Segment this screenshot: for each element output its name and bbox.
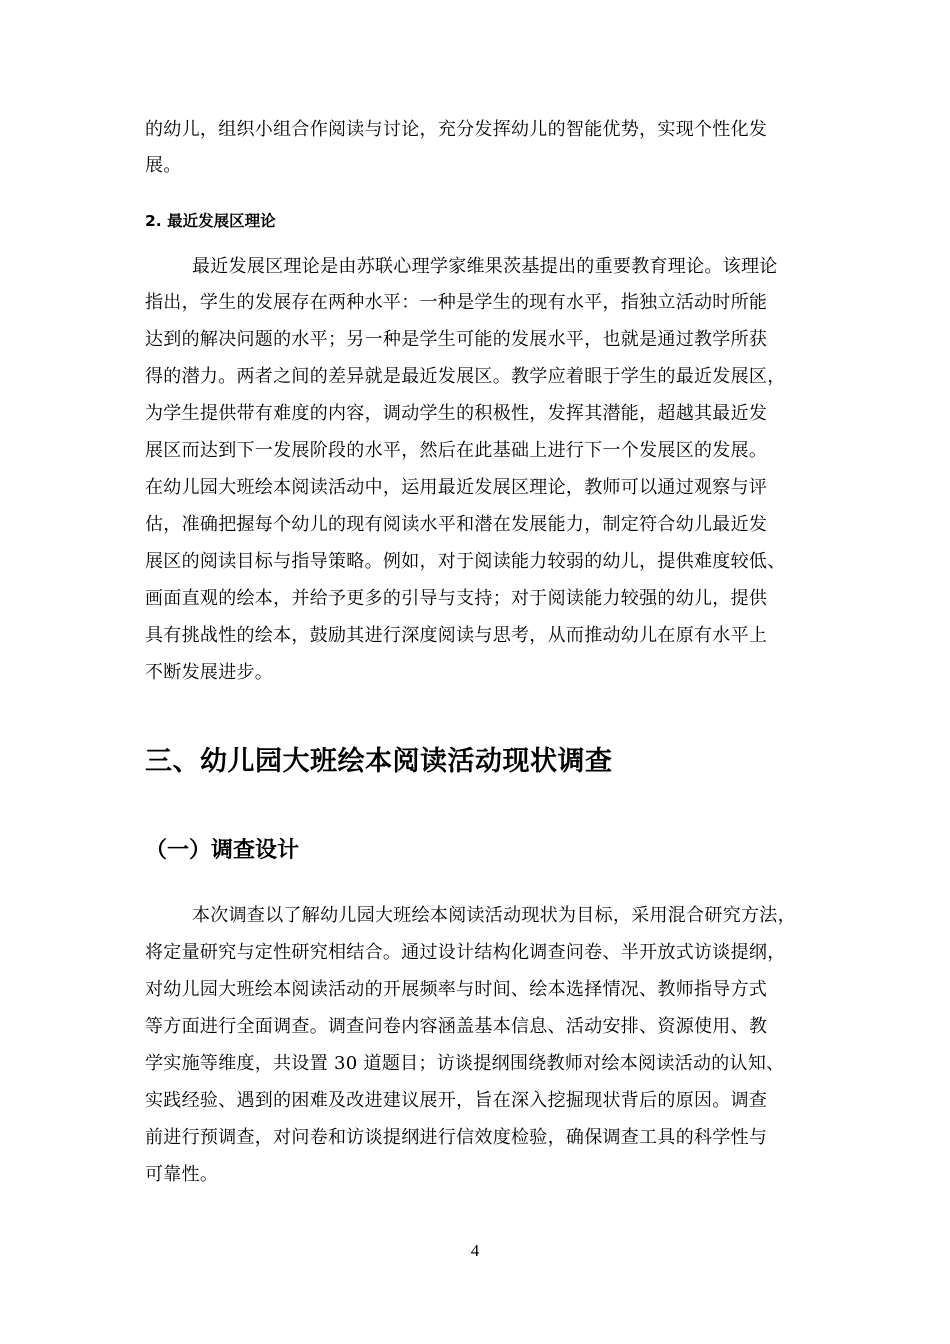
chapter-title: 三、幼儿园大班绘本阅读活动现状调查 bbox=[145, 746, 613, 777]
paragraph-line: 本次调查以了解幼儿园大班绘本阅读活动现状为目标，采用混合研究方法， bbox=[192, 905, 796, 926]
paragraph-line: 具有挑战性的绘本，鼓励其进行深度阅读与思考，从而推动幼儿在原有水平上 bbox=[145, 625, 768, 646]
paragraph-line: 实践经验、遇到的困难及改进建议展开，旨在深入挖掘现状背后的原因。调查 bbox=[145, 1090, 768, 1111]
paragraph-line: 不断发展进步。 bbox=[145, 662, 274, 683]
paragraph-line: 在幼儿园大班绘本阅读活动中，运用最近发展区理论，教师可以通过观察与评 bbox=[145, 477, 768, 498]
paragraph-line: 的幼儿，组织小组合作阅读与讨论，充分发挥幼儿的智能优势，实现个性化发 bbox=[145, 119, 768, 140]
paragraph-line: 等方面进行全面调查。调查问卷内容涵盖基本信息、活动安排、资源使用、教 bbox=[145, 1016, 768, 1037]
paragraph-line: 将定量研究与定性研究相结合。通过设计结构化调查问卷、半开放式访谈提纲， bbox=[145, 942, 786, 963]
page-number: 4 bbox=[470, 1241, 480, 1260]
paragraph-line: 前进行预调查，对问卷和访谈提纲进行信效度检验，确保调查工具的科学性与 bbox=[145, 1127, 768, 1148]
paragraph-line: 为学生提供带有难度的内容，调动学生的积极性，发挥其潜能，超越其最近发 bbox=[145, 403, 768, 424]
paragraph-line: 达到的解决问题的水平；另一种是学生可能的发展水平，也就是通过教学所获 bbox=[145, 329, 768, 350]
paragraph-line: 展区而达到下一发展阶段的水平，然后在此基础上进行下一个发展区的发展。 bbox=[145, 440, 768, 461]
paragraph-line: 展。 bbox=[145, 155, 182, 176]
paragraph-line: 估，准确把握每个幼儿的现有阅读水平和潜在发展能力，制定符合幼儿最近发 bbox=[145, 514, 768, 535]
paragraph-line: 可靠性。 bbox=[145, 1164, 219, 1185]
paragraph-line: 画面直观的绘本，并给予更多的引导与支持；对于阅读能力较强的幼儿，提供 bbox=[145, 588, 768, 609]
subsection-title: （一）调查设计 bbox=[145, 838, 300, 863]
paragraph-line: 学实施等维度，共设置 30 道题目；访谈提纲围绕教师对绘本阅读活动的认知、 bbox=[145, 1053, 785, 1074]
paragraph-line: 得的潜力。两者之间的差异就是最近发展区。教学应着眼于学生的最近发展区， bbox=[145, 366, 786, 387]
paragraph-line: 对幼儿园大班绘本阅读活动的开展频率与时间、绘本选择情况、教师指导方式 bbox=[145, 979, 768, 1000]
section-heading-zpd: 2. 最近发展区理论 bbox=[145, 212, 276, 230]
paragraph-line: 展区的阅读目标与指导策略。例如，对于阅读能力较弱的幼儿，提供难度较低、 bbox=[145, 551, 786, 572]
paragraph-line: 指出，学生的发展存在两种水平：一种是学生的现有水平，指独立活动时所能 bbox=[145, 292, 768, 313]
paragraph-line: 最近发展区理论是由苏联心理学家维果茨基提出的重要教育理论。该理论 bbox=[192, 256, 778, 277]
